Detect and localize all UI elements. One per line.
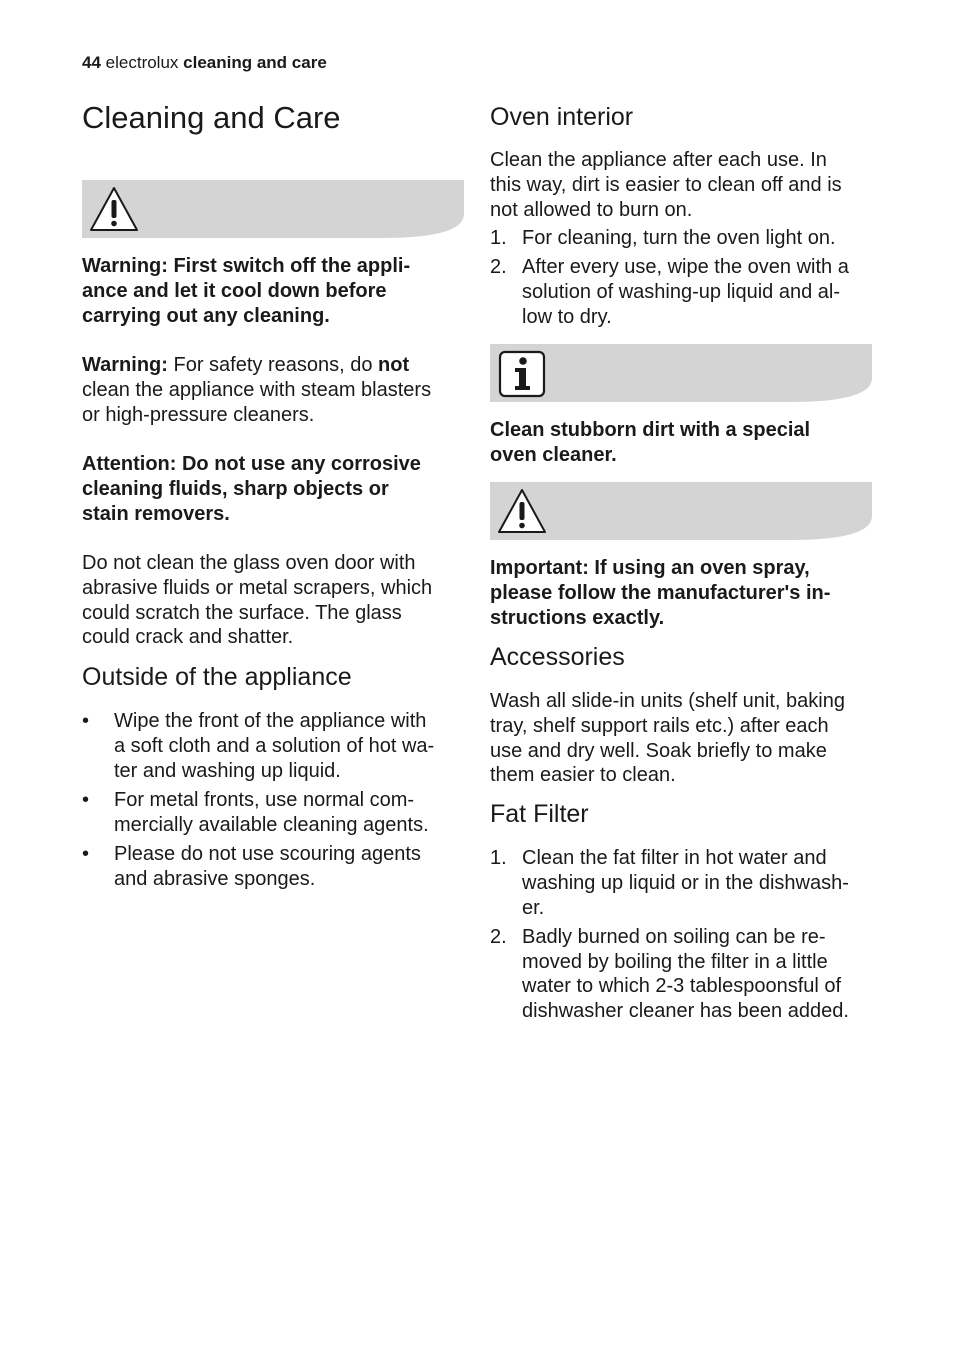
page-number: 44	[82, 53, 101, 72]
brand-name: electrolux	[105, 53, 179, 72]
list-item: • Wipe the front of the appliance with a soft cloth and a solution of hot wa- ter and washing up liquid.	[82, 710, 435, 782]
warning-triangle-icon	[88, 184, 140, 234]
warning-steam-cleaners: Warning: For safety reasons, do not clean the appliance with steam blasters or high-pressure cleaners.	[82, 354, 432, 426]
important-oven-spray: Important: If using an oven spray, please follow the manufacturer's in- structions exactly.	[490, 557, 831, 629]
page-header	[82, 53, 327, 73]
outside-heading: Outside of the appliance	[82, 663, 352, 691]
info-banner	[490, 344, 872, 402]
stubborn-dirt-note: Clean stubborn dirt with a special oven cleaner.	[490, 419, 811, 466]
accessories-text: Wash all slide-in units (shelf unit, baking tray, shelf support rails etc.) after each use and dry well. Soak briefly to make them easier to clean.	[490, 690, 845, 787]
section-name: cleaning and care	[183, 53, 327, 72]
accessories-heading: Accessories	[490, 643, 625, 671]
oven-intro: Clean the appliance after each use. In this way, dirt is easier to clean off and is not allowed to burn on.	[490, 149, 842, 221]
list-item: 1. For cleaning, turn the oven light on.	[490, 227, 836, 249]
info-icon	[496, 348, 548, 398]
list-item: 1. Clean the fat filter in hot water and washing up liquid or in the dishwash- er.	[490, 847, 849, 919]
outside-list	[82, 709, 466, 896]
list-item: • For metal fronts, use normal com- mercially available cleaning agents.	[82, 788, 429, 836]
list-item: 2. Badly burned on soiling can be re- moved by boiling the filter in a little water to which 2-3 tablespoonsful of dishwasher cleaner has been added.	[490, 925, 849, 1023]
fat-filter-heading: Fat Filter	[490, 800, 589, 828]
warning-banner	[82, 180, 464, 238]
warning-switch-off: Warning: First switch off the appli- ance and let it cool down before carrying out any cleaning.	[82, 255, 411, 327]
attention-corrosive: Attention: Do not use any corrosive cleaning fluids, sharp objects or stain removers.	[82, 453, 421, 525]
glass-door-note: Do not clean the glass oven door with abrasive fluids or metal scrapers, which could scratch the surface. The glass could crack and shatter.	[82, 552, 433, 649]
oven-interior-heading: Oven interior	[490, 103, 634, 131]
fat-filter-steps	[490, 846, 874, 1028]
page-title: Cleaning and Care	[82, 100, 341, 135]
list-item: 2. After every use, wipe the oven with a solution of washing-up liquid and al- low to dry.	[490, 256, 849, 328]
oven-steps	[490, 226, 874, 334]
warning-banner	[490, 482, 872, 540]
warning-triangle-icon	[496, 486, 548, 536]
list-item: • Please do not use scouring agents and abrasive sponges.	[82, 842, 421, 890]
